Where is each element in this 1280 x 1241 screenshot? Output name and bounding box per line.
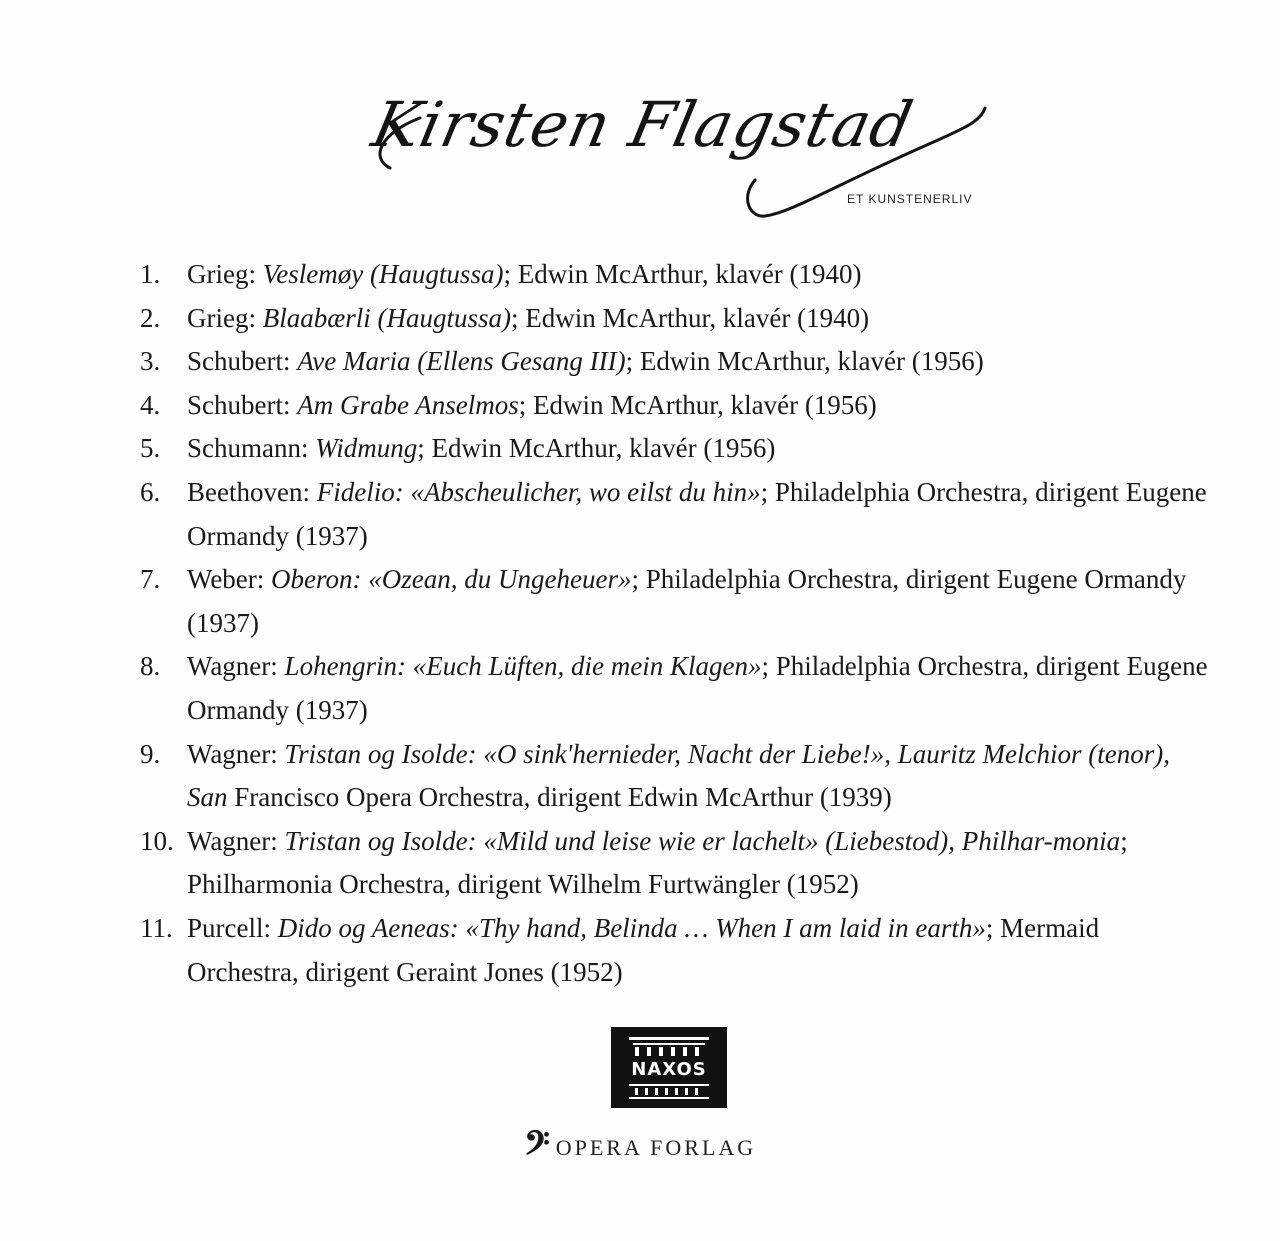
naxos-logo-text: NAXOS [631, 1059, 707, 1080]
track-details: ; Philharmonia Orchestra, dirigent Wilhelm Furtwängler (1952) [187, 825, 1128, 900]
track-work: Am Grabe Anselmos [297, 389, 519, 420]
list-item [140, 645, 1210, 732]
track-composer: Purcell: [187, 912, 271, 943]
track-number: 4. [140, 389, 161, 420]
list-item [140, 471, 1210, 558]
track-details: ; Philadelphia Orchestra, dirigent Eugene Ormandy (1937) [187, 564, 1187, 638]
track-number: 6. [140, 476, 161, 507]
track-details: ; Edwin McArthur, klavér (1956) [625, 346, 984, 377]
track-number: 2. [140, 302, 161, 333]
track-work: Widmung [315, 433, 418, 464]
list-item [140, 558, 1210, 645]
track-work: Blaabærli (Haugtussa) [262, 302, 511, 333]
track-details: ; Edwin McArthur, klavér (1956) [518, 389, 877, 420]
track-details: ; Philadelphia Orchestra, dirigent Eugene Ormandy (1937) [187, 651, 1208, 725]
track-work: Tristan og Isolde: «Mild und leise wie er lachelt» (Liebestod), Philhar-monia [284, 825, 1121, 856]
list-item [140, 820, 1210, 907]
track-details: ; Mermaid Orchestra, dirigent Geraint Jones (1952) [187, 912, 1100, 987]
track-composer: Grieg: [187, 302, 256, 333]
track-composer: Wagner: [187, 825, 278, 856]
track-details: Francisco Opera Orchestra, dirigent Edwin McArthur (1939) [227, 782, 892, 813]
track-work: Tristan og Isolde: «O sink'hernieder, Nacht der Liebe!», Lauritz Melchior (tenor), San [187, 738, 1170, 813]
track-details: ; Philadelphia Orchestra, dirigent Eugene Ormandy (1937) [187, 476, 1207, 551]
track-composer: Grieg: [187, 259, 256, 289]
track-composer: Beethoven: [187, 476, 310, 507]
list-item [140, 253, 1210, 297]
track-number: 5. [140, 433, 161, 464]
publisher-name: OPERA FORLAG [555, 1135, 757, 1160]
track-number: 9. [140, 738, 161, 769]
page-subtitle: ET KUNSTENERLIV [847, 192, 973, 206]
track-composer: Weber: [187, 564, 265, 595]
track-number: 3. [140, 346, 161, 377]
track-details: ; Edwin McArthur, klavér (1956) [417, 433, 776, 464]
track-work: Oberon: «Ozean, du Ungeheuer» [271, 564, 632, 595]
track-list [140, 253, 1210, 994]
list-item [140, 907, 1210, 994]
track-work: Ave Maria (Ellens Gesang III) [297, 346, 626, 377]
track-number: 11. [140, 912, 173, 943]
track-work: Fidelio: «Abscheulicher, wo eilst du hin» [316, 476, 761, 507]
track-number: 10. [140, 825, 174, 856]
track-number: 8. [140, 651, 161, 682]
list-item [140, 384, 1210, 428]
list-item [140, 733, 1210, 820]
track-details: ; Edwin McArthur, klavér (1940) [503, 259, 862, 289]
naxos-logo [611, 1027, 727, 1108]
list-item [140, 340, 1210, 384]
track-work: Veslemøy (Haugtussa) [262, 259, 504, 289]
track-composer: Schumann: [187, 433, 309, 464]
track-details: ; Edwin McArthur, klavér (1940) [511, 302, 870, 333]
track-work: Lohengrin: «Euch Lüften, die mein Klagen» [284, 651, 762, 682]
track-composer: Wagner: [187, 651, 278, 682]
track-composer: Wagner: [187, 738, 278, 769]
track-composer: Schubert: [187, 346, 291, 377]
publisher-logo [524, 1125, 757, 1170]
page-title: Kirsten Flagstad [366, 88, 920, 161]
bass-clef-icon: 𝄢 [524, 1125, 550, 1170]
title-block [360, 88, 1000, 238]
track-composer: Schubert: [187, 389, 291, 420]
track-work: Dido og Aeneas: «Thy hand, Belinda … When I am laid in earth» [277, 912, 986, 943]
track-number: 7. [140, 564, 161, 595]
list-item [140, 297, 1210, 341]
list-item [140, 427, 1210, 471]
track-number: 1. [140, 259, 161, 289]
